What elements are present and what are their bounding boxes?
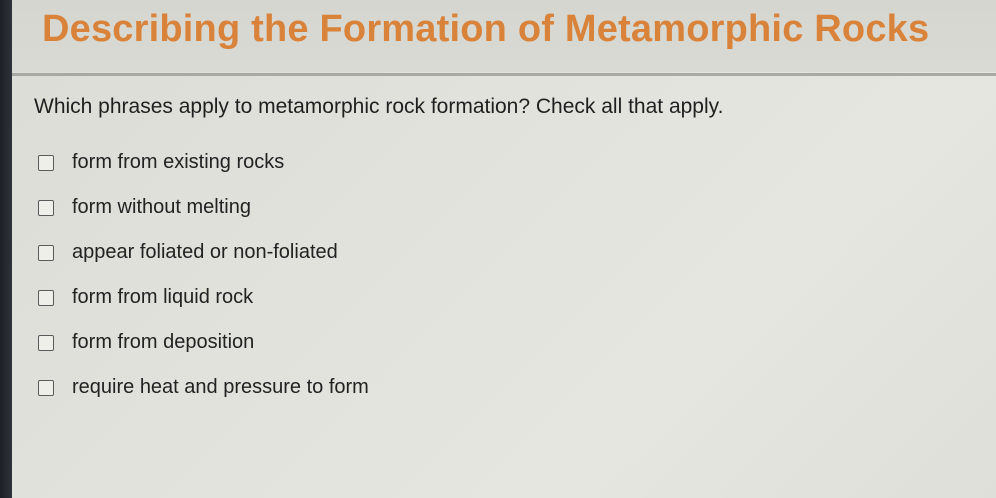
option-existing-rocks[interactable] xyxy=(38,140,369,185)
question-prompt: Which phrases apply to metamorphic rock formation? Check all that apply. xyxy=(34,95,724,118)
option-liquid-rock[interactable] xyxy=(38,275,369,320)
option-deposition[interactable] xyxy=(38,320,369,365)
quiz-page xyxy=(12,0,996,498)
option-label[interactable]: form without melting xyxy=(72,196,251,218)
checkbox[interactable] xyxy=(38,335,54,351)
option-heat-pressure[interactable] xyxy=(38,365,369,410)
option-label[interactable]: form from existing rocks xyxy=(72,151,285,173)
option-label[interactable]: appear foliated or non-foliated xyxy=(72,241,338,263)
checkbox[interactable] xyxy=(38,380,54,396)
option-label[interactable]: form from deposition xyxy=(72,331,255,353)
answer-options xyxy=(38,140,369,410)
title-bar xyxy=(12,0,996,72)
checkbox[interactable] xyxy=(38,155,54,171)
option-label[interactable]: form from liquid rock xyxy=(72,286,254,308)
option-label[interactable]: require heat and pressure to form xyxy=(72,376,369,398)
screen-bezel xyxy=(0,0,12,498)
option-without-melting[interactable] xyxy=(38,185,369,230)
checkbox[interactable] xyxy=(38,200,54,216)
title-divider xyxy=(12,73,996,76)
option-foliated[interactable] xyxy=(38,230,369,275)
checkbox[interactable] xyxy=(38,290,54,306)
page-title: Describing the Formation of Metamorphic Rocks xyxy=(42,8,930,50)
checkbox[interactable] xyxy=(38,245,54,261)
